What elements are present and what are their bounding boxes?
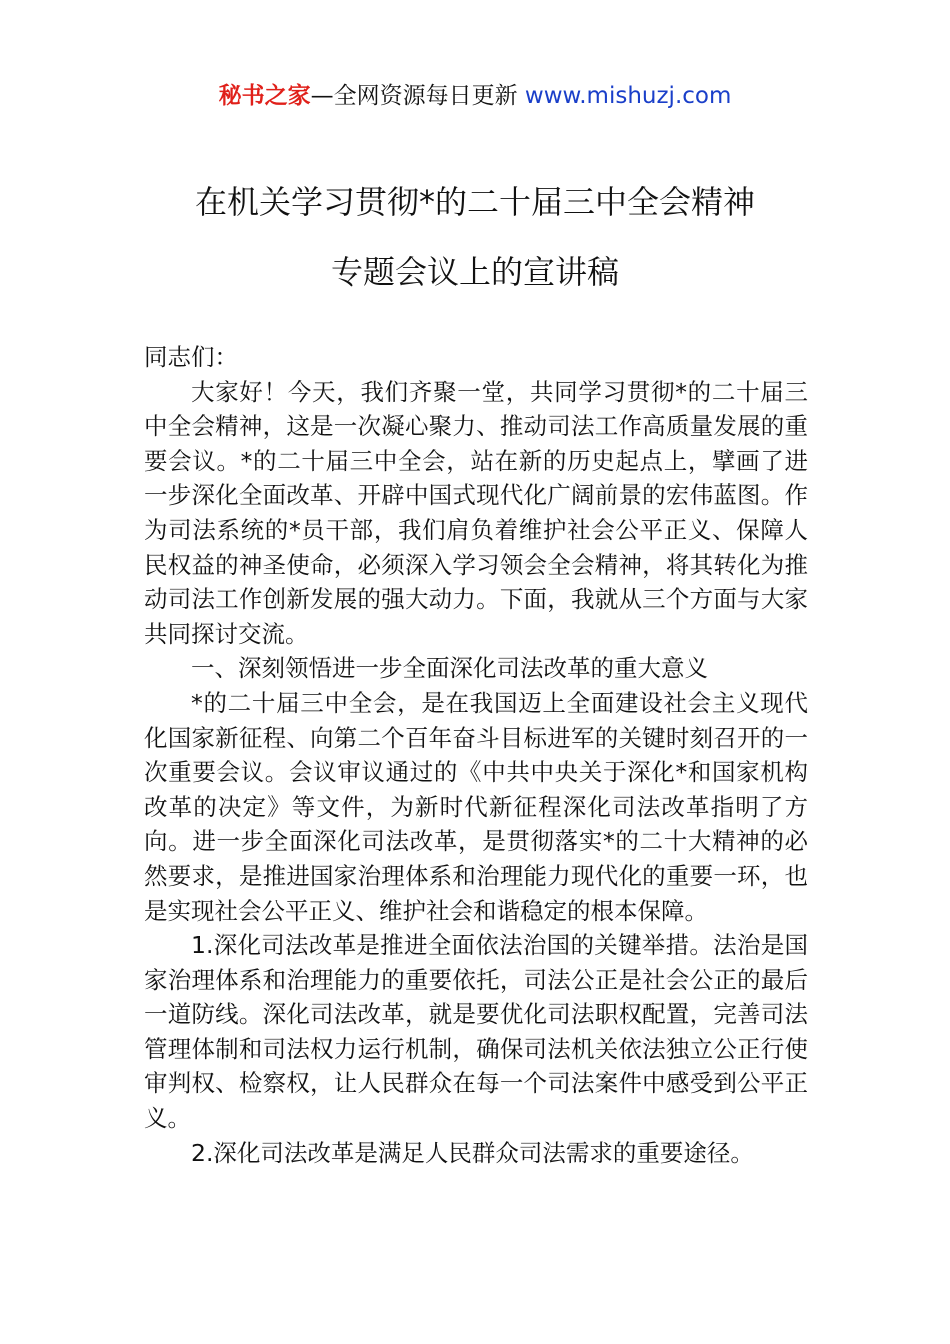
document-body xyxy=(144,340,808,1170)
header-tagline: —全网资源每日更新 xyxy=(310,83,525,109)
paragraph-intro: 大家好！今天，我们齐聚一堂，共同学习贯彻*的二十届三中全会精神，这是一次凝心聚力、推动司法工作高质量发展的重要会议。*的二十届三中全会，站在新的历史起点上，擘画了进一步深化全面改革、开辟中国式现代化广阔前景的宏伟蓝图。作为司法系统的*员干部，我们肩负着维护社会公平正义、保障人民权益的神圣使命，必须深入学习领会全会精神，将其转化为推动司法工作创新发展的强大动力。下面，我就从三个方面与大家共同探讨交流。 xyxy=(144,377,808,648)
brand-name: 秘书之家 xyxy=(218,83,311,109)
paragraph-point-1: 1.深化司法改革是推进全面依法治国的关键举措。法治是国家治理体系和治理能力的重要依托，司法公正是社会公正的最后一道防线。深化司法改革，就是要优化司法职权配置，完善司法管理体制和司法权力运行机制，确保司法机关依法独立公正行使审判权、检察权，让人民群众在每一个司法案件中感受到公平正义。 xyxy=(144,931,808,1133)
paragraph-point-2: 2.深化司法改革是满足人民群众司法需求的重要途径。 xyxy=(191,1138,754,1167)
site-header xyxy=(0,80,950,112)
document-title-line-1: 在机关学习贯彻*的二十届三中全会精神 xyxy=(194,183,755,221)
section-heading-1: 一、深刻领悟进一步全面深化司法改革的重大意义 xyxy=(191,654,708,683)
salutation: 同志们： xyxy=(144,343,238,371)
site-url-link[interactable]: www.mishuzj.com xyxy=(524,83,732,109)
document-title-line-2: 专题会议上的宣讲稿 xyxy=(330,253,619,291)
paragraph-section-1: *的二十届三中全会，是在我国迈上全面建设社会主义现代化国家新征程、向第二个百年奋斗目标进军的关键时刻召开的一次重要会议。会议审议通过的《中共中央关于深化*和国家机构改革的决定》等文件，为新时代新征程深化司法改革指明了方向。进一步全面深化司法改革，是贯彻落实*的二十大精神的必然要求，是推进国家治理体系和治理能力现代化的重要一环，也是实现社会公平正义、维护社会和谐稳定的根本保障。 xyxy=(144,688,808,925)
